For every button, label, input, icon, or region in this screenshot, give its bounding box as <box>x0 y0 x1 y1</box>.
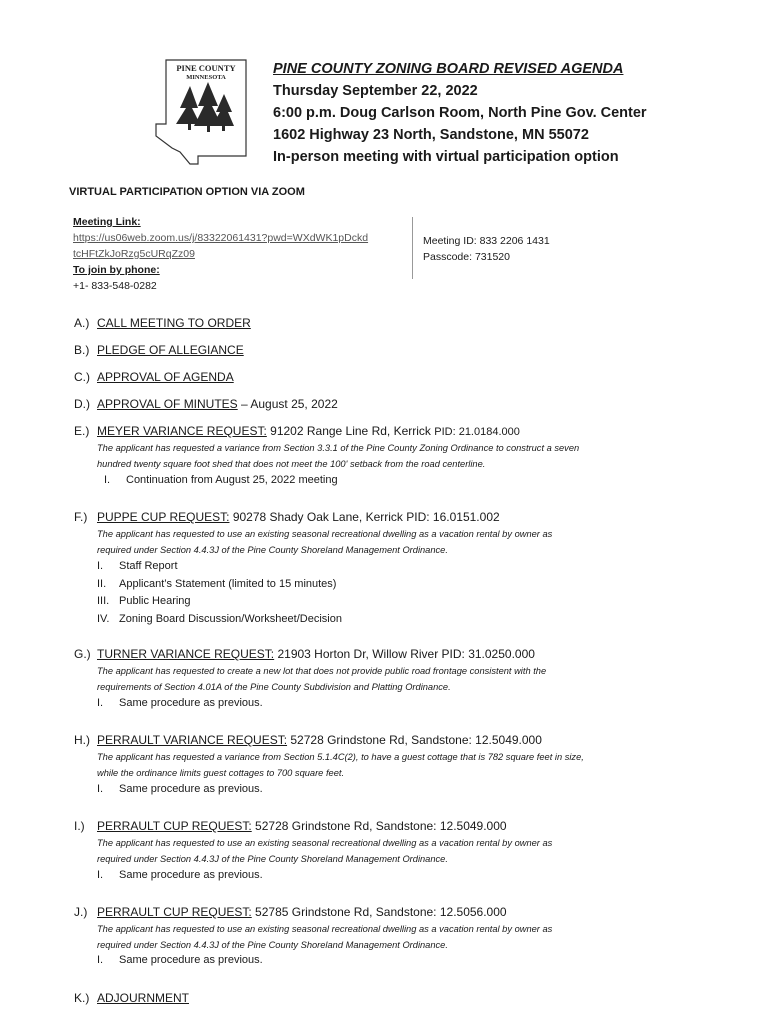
county-outline-icon <box>150 52 250 170</box>
description-line: The applicant has requested a variance from Section 3.3.1 of the Pine County Zoning Ordinance to construct a seven <box>97 443 580 453</box>
agenda-item-i <box>74 817 507 835</box>
agenda-item-j <box>74 903 507 921</box>
agenda-item-g <box>74 645 535 663</box>
item-detail: 52785 Grindstone Rd, Sandstone: 12.5056.000 <box>251 905 507 919</box>
item-heading: APPROVAL OF MINUTES <box>97 397 238 411</box>
item-letter: H.) <box>74 733 90 747</box>
sub-item <box>97 952 263 970</box>
sub-item-text: Applicant’s Statement (limited to 15 minutes) <box>119 577 337 590</box>
description-line: The applicant has requested to use an existing seasonal recreational dwelling as a vacation rental by owner as <box>97 924 553 934</box>
sub-item-number: I. <box>97 697 104 709</box>
item-heading: PLEDGE OF ALLEGIANCE <box>97 343 244 357</box>
meeting-address: 1602 Highway 23 North, Sandstone, MN 55072 <box>273 127 589 143</box>
item-heading: TURNER VARIANCE REQUEST: <box>97 647 275 661</box>
sub-item-number: III. <box>97 595 110 607</box>
sub-item-number: IV. <box>97 612 110 625</box>
description-line: required under Section 4.4.3J of the Pine County Shoreland Management Ordinance. <box>97 545 448 555</box>
sub-item <box>97 781 263 799</box>
sub-item-number: I. <box>97 783 104 795</box>
item-detail: 91202 Range Line Rd, Kerrick <box>266 424 435 438</box>
item-h-description <box>97 749 707 781</box>
item-i-subitems <box>97 867 263 885</box>
phone-number: +1- 833-548-0282 <box>73 280 157 292</box>
item-heading: APPROVAL OF AGENDA <box>97 370 234 384</box>
meeting-time-place: 6:00 p.m. Doug Carlson Room, North Pine Gov. Center <box>273 105 647 121</box>
description-line: requirements of Section 4.01A of the Pine County Subdivision and Platting Ordinance. <box>97 682 451 692</box>
item-letter: I.) <box>74 819 85 833</box>
item-heading: PERRAULT CUP REQUEST: <box>97 819 252 833</box>
agenda-item-b <box>74 341 244 359</box>
sub-item <box>97 867 263 885</box>
sub-item <box>97 695 263 713</box>
item-letter: A.) <box>74 316 90 330</box>
sub-item-text: Same procedure as previous. <box>119 783 263 795</box>
item-j-description <box>97 921 707 953</box>
description-line: required under Section 4.4.3J of the Pine County Shoreland Management Ordinance. <box>97 854 448 864</box>
item-j-subitems <box>97 952 263 970</box>
logo-line2: MINNESOTA <box>186 74 226 81</box>
pine-county-logo <box>150 52 250 170</box>
item-letter: E.) <box>74 424 90 438</box>
item-f-subitems <box>97 558 342 628</box>
passcode: Passcode: 731520 <box>423 251 510 263</box>
item-letter: G.) <box>74 647 91 661</box>
item-heading: PERRAULT VARIANCE REQUEST: <box>97 733 288 747</box>
item-detail: 52728 Grindstone Rd, Sandstone: 12.5049.000 <box>251 819 507 833</box>
meeting-link-line1[interactable]: https://us06web.zoom.us/j/83322061431?pwd=WXdWK1pDckd <box>73 232 369 244</box>
sub-item-number: I. <box>97 954 104 966</box>
item-letter: C.) <box>74 370 90 384</box>
description-line: The applicant has requested a variance from Section 5.1.4C(2), to have a guest cottage that is 782 square feet in size, <box>97 752 584 762</box>
description-line: hundred twenty square foot shed that does not meet the 100' setback from the road centerline. <box>97 459 486 469</box>
meeting-date: Thursday September 22, 2022 <box>273 83 478 99</box>
sub-item <box>104 472 338 490</box>
item-letter: D.) <box>74 397 90 411</box>
item-detail: – August 25, 2022 <box>237 397 338 411</box>
item-letter: B.) <box>74 343 90 357</box>
meeting-link-line2[interactable]: tcHFtZkJoRzg5cURqZz09 <box>73 248 195 260</box>
agenda-item-a <box>74 314 251 332</box>
zoom-details <box>73 214 368 294</box>
virtual-heading: VIRTUAL PARTICIPATION OPTION VIA ZOOM <box>69 186 305 198</box>
sub-item <box>97 576 342 594</box>
logo-line1: PINE COUNTY <box>176 63 236 73</box>
sub-item-text: Public Hearing <box>119 595 191 607</box>
item-g-description <box>97 663 707 695</box>
agenda-item-k <box>74 989 189 1007</box>
phone-label: To join by phone: <box>73 264 160 276</box>
description-line: The applicant has requested to use an existing seasonal recreational dwelling as a vacation rental by owner as <box>97 529 553 539</box>
item-letter: F.) <box>74 510 88 524</box>
item-detail: 90278 Shady Oak Lane, Kerrick PID: 16.0151.002 <box>229 510 500 524</box>
description-line: while the ordinance limits guest cottages to 700 square feet. <box>97 768 345 778</box>
agenda-header <box>273 58 647 168</box>
item-letter: K.) <box>74 991 90 1005</box>
sub-item-text: Staff Report <box>119 560 178 572</box>
item-letter: J.) <box>74 905 88 919</box>
item-pid: PID: 21.0184.000 <box>434 426 520 438</box>
item-heading: CALL MEETING TO ORDER <box>97 316 251 330</box>
item-e-description <box>97 440 707 472</box>
description-line: required under Section 4.4.3J of the Pine County Shoreland Management Ordinance. <box>97 940 448 950</box>
sub-item <box>97 611 342 629</box>
agenda-item-e <box>74 422 520 441</box>
item-heading: ADJOURNMENT <box>97 991 189 1005</box>
sub-item <box>97 593 342 611</box>
sub-item-number: I. <box>97 869 104 881</box>
description-line: The applicant has requested to create a new lot that does not provide public road frontage consistent with the <box>97 666 547 676</box>
sub-item <box>97 558 342 576</box>
sub-item-text: Same procedure as previous. <box>119 697 263 709</box>
item-heading: PERRAULT CUP REQUEST: <box>97 905 252 919</box>
zoom-credentials <box>423 233 550 265</box>
pine-trees-icon <box>176 82 234 132</box>
meeting-id: Meeting ID: 833 2206 1431 <box>423 235 550 247</box>
item-e-subitems <box>104 472 338 490</box>
sub-item-text: Continuation from August 25, 2022 meeting <box>126 474 338 486</box>
item-g-subitems <box>97 695 263 713</box>
page-title: PINE COUNTY ZONING BOARD REVISED AGENDA <box>273 61 624 77</box>
item-h-subitems <box>97 781 263 799</box>
sub-item-text: Zoning Board Discussion/Worksheet/Decision <box>119 612 342 625</box>
agenda-item-h <box>74 731 542 749</box>
item-detail: 52728 Grindstone Rd, Sandstone: 12.5049.000 <box>287 733 542 747</box>
sub-item-number: I. <box>104 474 111 486</box>
meeting-format: In-person meeting with virtual participation option <box>273 149 619 165</box>
agenda-item-f <box>74 508 500 526</box>
agenda-item-d <box>74 395 338 413</box>
item-i-description <box>97 835 707 867</box>
meeting-link-label: Meeting Link: <box>73 216 141 228</box>
description-line: The applicant has requested to use an existing seasonal recreational dwelling as a vacation rental by owner as <box>97 838 553 848</box>
zoom-divider <box>412 217 413 279</box>
sub-item-number: I. <box>97 560 104 572</box>
sub-item-text: Same procedure as previous. <box>119 869 263 881</box>
agenda-item-c <box>74 368 234 386</box>
item-heading: PUPPE CUP REQUEST: <box>97 510 230 524</box>
item-f-description <box>97 526 707 558</box>
sub-item-number: II. <box>97 577 107 590</box>
item-heading: MEYER VARIANCE REQUEST: <box>97 424 267 438</box>
item-detail: 21903 Horton Dr, Willow River PID: 31.0250.000 <box>274 647 535 661</box>
sub-item-text: Same procedure as previous. <box>119 954 263 966</box>
